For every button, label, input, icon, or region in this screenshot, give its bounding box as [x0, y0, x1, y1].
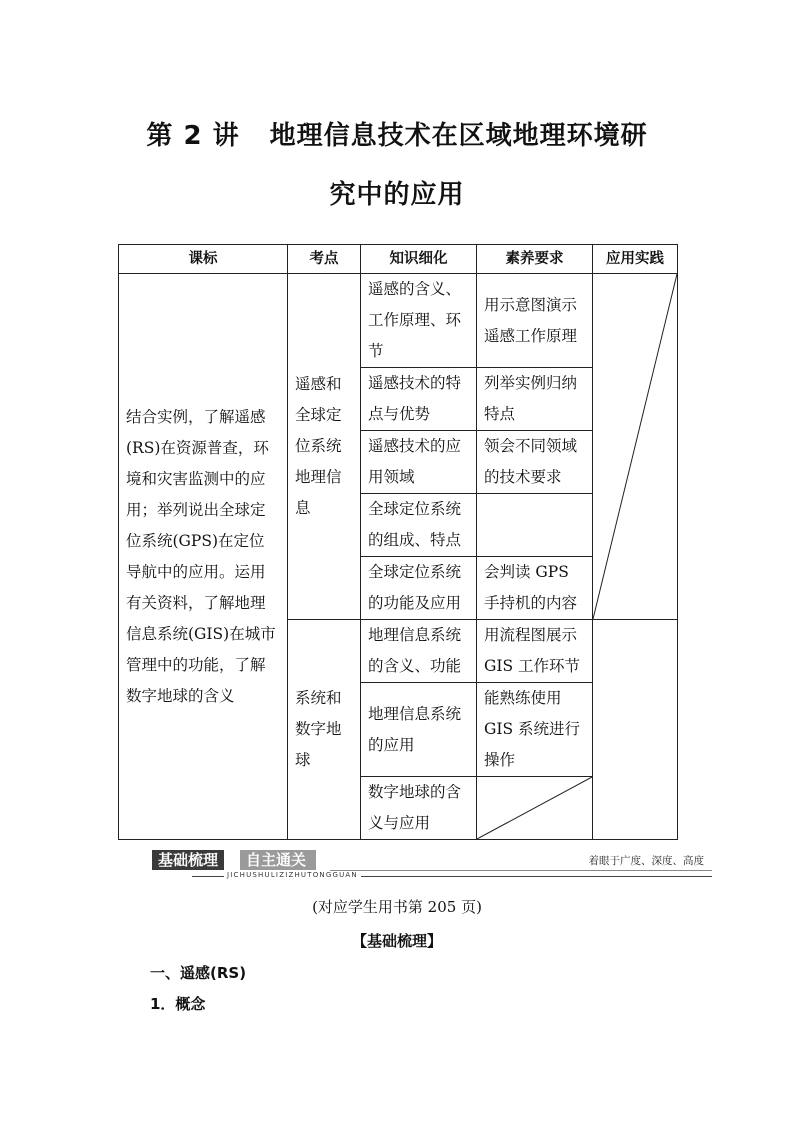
heading-rs: 一、遥感(RS)	[150, 964, 247, 982]
banner-rule-top	[330, 870, 712, 871]
zhishi-cell: 遥感技术的应用领域	[361, 431, 477, 494]
suyang-cell: 列举实例归纳特点	[477, 368, 593, 431]
header-zhishi: 知识细化	[361, 245, 477, 274]
table-header-row	[119, 245, 678, 274]
header-kebiao: 课标	[119, 245, 288, 274]
header-suyang: 素养要求	[477, 245, 593, 274]
header-kaodian: 考点	[288, 245, 361, 274]
section-label: 【基础梳理】	[351, 932, 442, 950]
table-row	[119, 274, 678, 368]
zhishi-cell: 地理信息系统的含义、功能	[361, 620, 477, 683]
banner-tag-jichushuli: 基础梳理	[152, 850, 224, 870]
page-reference: (对应学生用书第 205 页)	[312, 898, 482, 916]
diagonal-line	[477, 777, 592, 839]
suyang-cell: 用示意图演示遥感工作原理	[477, 274, 593, 368]
suyang-cell-blank	[477, 777, 593, 840]
zhishi-cell: 全球定位系统的组成、特点	[361, 494, 477, 557]
zhishi-cell: 数字地球的含义与应用	[361, 777, 477, 840]
page-title-line2: 究中的应用	[329, 180, 465, 210]
section-banner	[152, 850, 712, 882]
page-title-line1: 第 2 讲 地理信息技术在区域地理环境研	[146, 121, 648, 151]
suyang-cell	[477, 494, 593, 557]
heading-concept: 1．概念	[150, 995, 206, 1013]
header-yingyong: 应用实践	[593, 245, 678, 274]
curriculum-table	[118, 244, 678, 840]
zhishi-cell: 遥感的含义、工作原理、环节	[361, 274, 477, 368]
suyang-cell: 能熟练使用 GIS 系统进行操作	[477, 683, 593, 777]
banner-pinyin: JICHUSHULIZIZHUTONGGUAN	[224, 871, 361, 879]
zhishi-cell: 遥感技术的特点与优势	[361, 368, 477, 431]
banner-note: 着眼于广度、深度、高度	[588, 855, 704, 867]
suyang-cell: 会判读 GPS 手持机的内容	[477, 557, 593, 620]
yingyong-cell-blank-1	[593, 274, 678, 620]
diagonal-line	[593, 274, 677, 619]
suyang-cell: 领会不同领域的技术要求	[477, 431, 593, 494]
kaodian-cell-1: 遥感和全球定位系统地理信息	[288, 274, 361, 620]
suyang-cell: 用流程图展示 GIS 工作环节	[477, 620, 593, 683]
zhishi-cell: 地理信息系统的应用	[361, 683, 477, 777]
zhishi-cell: 全球定位系统的功能及应用	[361, 557, 477, 620]
yingyong-cell-blank-2	[593, 620, 678, 840]
kebiao-cell: 结合实例，了解遥感(RS)在资源普查，环境和灾害监测中的应用；举列说出全球定位系统(GPS)在定位导航中的应用。运用有关资料，了解地理信息系统(GIS)在城市管理中的功能，了解数字地球的含义	[119, 274, 288, 840]
banner-tag-zizhutongguan: 自主通关	[240, 850, 316, 870]
kaodian-cell-2: 系统和数字地球	[288, 620, 361, 840]
